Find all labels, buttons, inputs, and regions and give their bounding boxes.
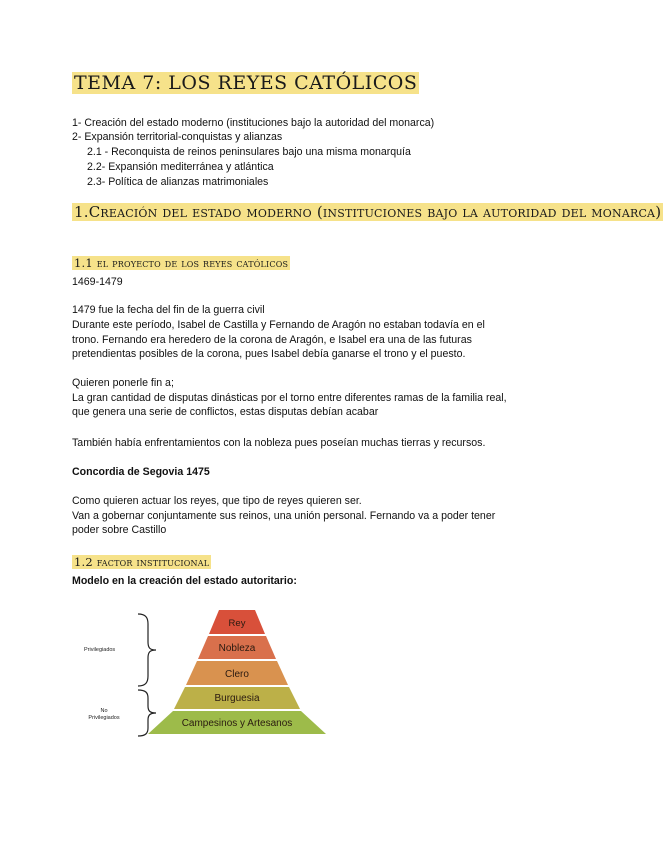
page-title: TEMA 7: LOS REYES CATÓLICOS: [74, 72, 418, 94]
pyramid-label-campesinos: Campesinos y Artesanos: [181, 718, 293, 729]
paragraph-line: Durante este período, Isabel de Castilla y Fernando de Aragón no estaban todavía en el: [72, 319, 485, 331]
paragraph-line: poder sobre Castillo: [72, 524, 167, 536]
paragraph-line: 1479 fue la fecha del fin de la guerra civil: [72, 304, 265, 316]
pyramid-label-rey: Rey: [228, 618, 246, 629]
paragraph-line: Como quieren actuar los reyes, que tipo de reyes quieren ser.: [72, 495, 362, 507]
paragraph-line: Van a gobernar conjuntamente sus reinos, una unión personal. Fernando va a poder tener: [72, 510, 496, 522]
non-privileged-brace: [138, 690, 156, 736]
non-privileged-label-2: Privilegiados: [88, 715, 120, 721]
section-heading: 1.Creación del estado moderno (instituciones bajo la autoridad del monarca): [74, 203, 662, 221]
paragraph-line: que genera una serie de conflictos, estas disputas debían acabar: [72, 406, 379, 418]
pyramid-label-nobleza: Nobleza: [218, 643, 256, 654]
paragraph-line: La gran cantidad de disputas dinásticas por el torno entre diferentes ramas de la familia real,: [72, 392, 507, 404]
pyramid-label-clero: Clero: [225, 669, 249, 680]
pyramid-label-burguesia: Burguesia: [214, 693, 260, 704]
index-item: 1- Creación del estado moderno (instituciones bajo la autoridad del monarca): [72, 117, 435, 129]
privileged-label: Privilegiados: [84, 647, 116, 653]
subsection-heading: 1.1 el proyecto de los reyes católicos: [74, 256, 289, 270]
paragraph-line: pretendientas posibles de la corona, pues Isabel debía ganarse el trono y el puesto.: [72, 348, 466, 360]
concordia-heading: Concordia de Segovia 1475: [72, 466, 210, 478]
model-caption: Modelo en la creación del estado autoritario:: [72, 575, 297, 587]
dates-text: 1469-1479: [72, 276, 123, 288]
index-subitem: 2.1 - Reconquista de reinos peninsulares bajo una misma monarquía: [87, 146, 411, 158]
subsection-heading: 1.2 factor institucional: [74, 555, 210, 569]
index-subitem: 2.2- Expansión mediterránea y atlántica: [87, 161, 274, 173]
privileged-brace: [138, 614, 156, 686]
paragraph-line: trono. Fernando era heredero de la corona de Aragón, e Isabel era una de las futuras: [72, 334, 472, 346]
index-item: 2- Expansión territorial-conquistas y alianzas: [72, 131, 283, 143]
index-subitem: 2.3- Política de alianzas matrimoniales: [87, 176, 269, 188]
paragraph-line: Quieren ponerle fin a;: [72, 377, 174, 389]
non-privileged-label-1: No: [100, 708, 108, 714]
paragraph-line: También había enfrentamientos con la nobleza pues poseían muchas tierras y recursos.: [72, 437, 486, 449]
